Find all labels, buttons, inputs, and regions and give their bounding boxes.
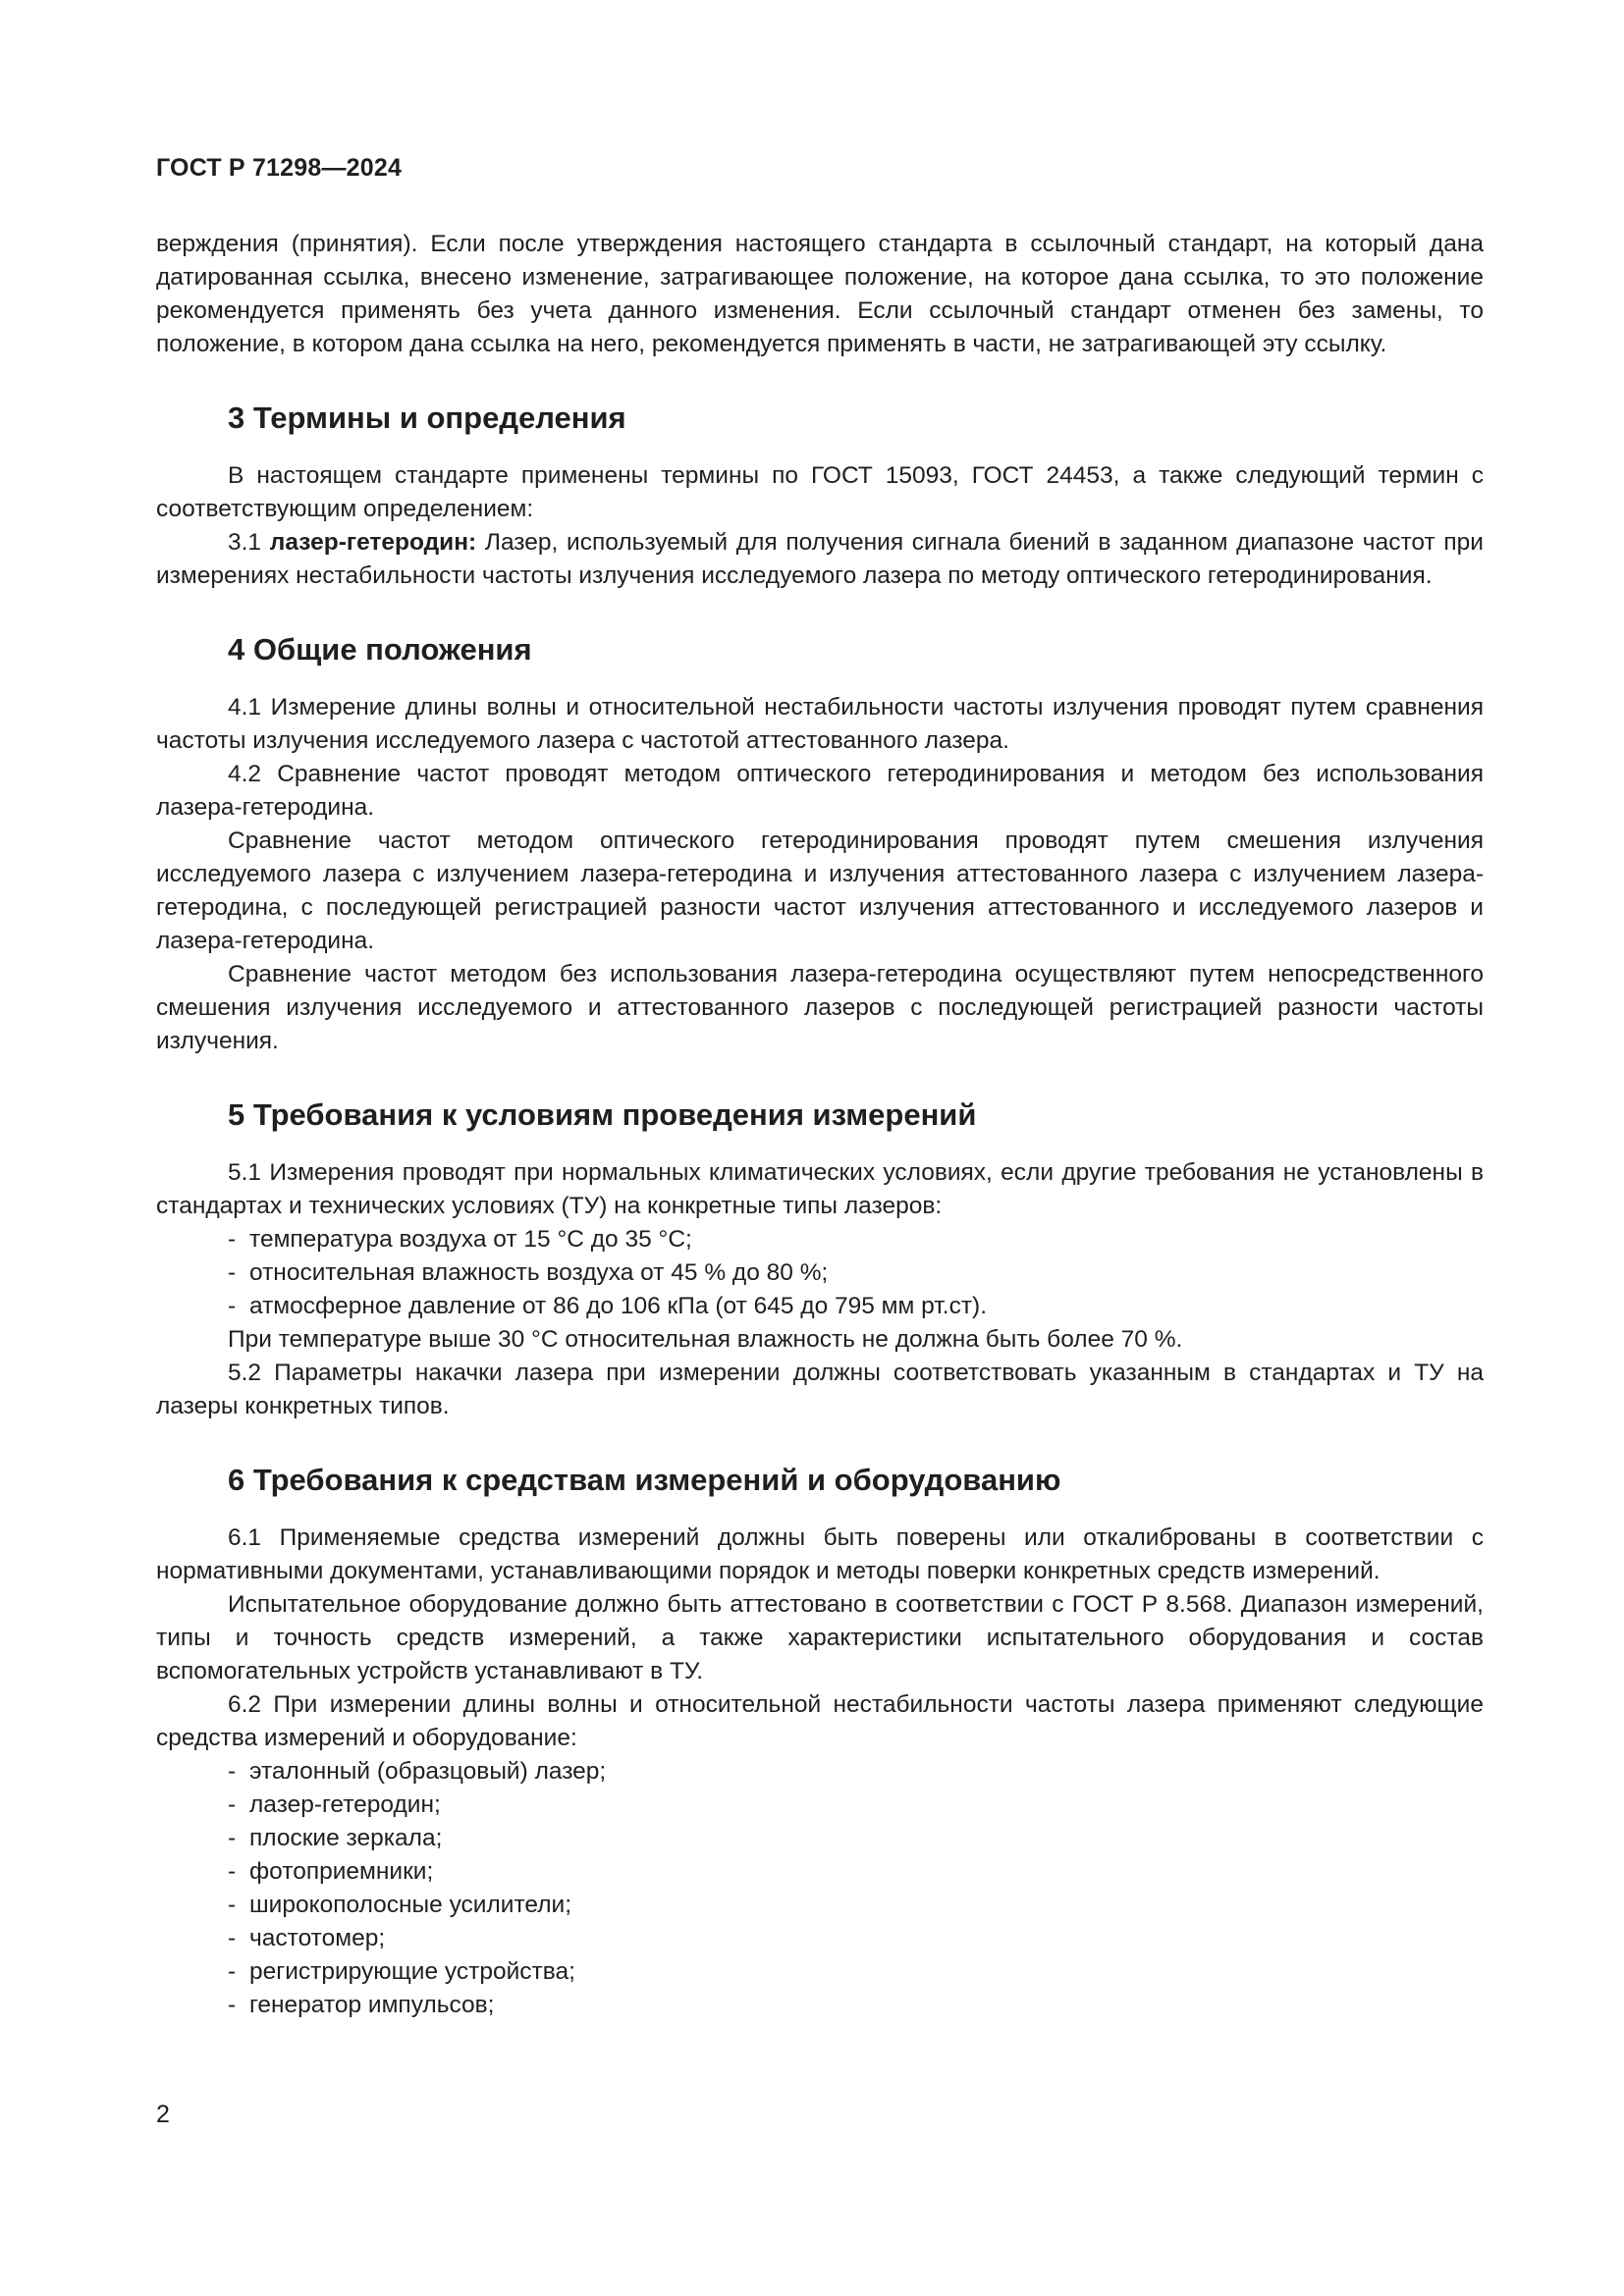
list-dash: - bbox=[228, 1226, 237, 1253]
list-dash: - bbox=[228, 1259, 237, 1286]
section-4-paragraph: Сравнение частот методом оптического гетеродинирования проводят путем смешения излучения исследуемого лазера с излучением лазера-гетеродина и излучения аттестованного лазера с излучением лазера-гетеродина, с последующей регистрацией разности частот излучения аттестованного и исследуемого лазеров и лазера-гетеродина. bbox=[156, 828, 1484, 954]
list-dash: - bbox=[228, 1791, 237, 1818]
section-5-title: 5 Требования к условиям проведения измерений bbox=[228, 1097, 977, 1132]
list-item: - температура воздуха от 15 °С до 35 °С; bbox=[156, 1223, 1484, 1256]
section-6-paragraph: 6.2 При измерении длины волны и относительной нестабильности частоты лазера применяют следующие средства измерений и оборудование: bbox=[156, 1691, 1484, 1751]
term-number: 3.1 bbox=[228, 529, 262, 556]
list-item: - относительная влажность воздуха от 45 % до 80 %; bbox=[156, 1256, 1484, 1290]
list-item: - лазер-гетеродин; bbox=[156, 1789, 1484, 1822]
list-item: - фотоприемники; bbox=[156, 1855, 1484, 1889]
section-6-paragraph: 6.1 Применяемые средства измерений должны быть поверены или откалиброваны в соответствии с нормативными документами, устанавливающими порядок и методы поверки конкретных средств измерений. bbox=[156, 1524, 1484, 1584]
document-body bbox=[156, 228, 1484, 2022]
list-item: - частотомер; bbox=[156, 1922, 1484, 1955]
intro-paragraph: верждения (принятия). Если после утверждения настоящего стандарта в ссылочный стандарт, на который дана датированная ссылка, внесено изменение, затрагивающее положение, на которое дана ссылка, то это положение рекомендуется применять без учета данного изменения. Если ссылочный стандарт отменен без замены, то положение, в котором дана ссылка на него, рекомендуется применять в части, не затрагивающей эту ссылку. bbox=[156, 231, 1484, 357]
section-3-title: 3 Термины и определения bbox=[228, 400, 626, 435]
section-4-paragraph: Сравнение частот методом без использования лазера-гетеродина осуществляют путем непосредственного смешения излучения исследуемого и аттестованного лазеров с последующей регистрацией разности частоты излучения. bbox=[156, 961, 1484, 1054]
term-text: Лазер, используемый для получения сигнала биений в заданном диапазоне частот при измерениях нестабильности частоты излучения исследуемого лазера по методу оптического гетеродинирования. bbox=[156, 529, 1484, 589]
list-item: - плоские зеркала; bbox=[156, 1822, 1484, 1855]
list-dash: - bbox=[228, 1892, 237, 1918]
list-dash: - bbox=[228, 1958, 237, 1985]
section-6-title: 6 Требования к средствам измерений и оборудованию bbox=[228, 1463, 1061, 1497]
section-5-paragraph: 5.1 Измерения проводят при нормальных климатических условиях, если другие требования не установлены в стандартах и технических условиях (ТУ) на конкретные типы лазеров: bbox=[156, 1159, 1484, 1219]
list-dash: - bbox=[228, 1825, 237, 1851]
list-dash: - bbox=[228, 1992, 237, 2018]
list-dash: - bbox=[228, 1758, 237, 1785]
page-number: 2 bbox=[156, 2101, 170, 2128]
list-item: - атмосферное давление от 86 до 106 кПа (от 645 до 795 мм рт.ст). bbox=[156, 1290, 1484, 1323]
term-definition bbox=[156, 526, 1484, 593]
list-item: - широкополосные усилители; bbox=[156, 1889, 1484, 1922]
document-header-code: ГОСТ Р 71298—2024 bbox=[156, 154, 403, 182]
section-4-title: 4 Общие положения bbox=[228, 632, 532, 667]
list-item: - генератор импульсов; bbox=[156, 1989, 1484, 2022]
section-4-paragraph: 4.2 Сравнение частот проводят методом оптического гетеродинирования и методом без использования лазера-гетеродина. bbox=[156, 761, 1484, 821]
term-name: лазер-гетеродин: bbox=[269, 529, 477, 556]
list-dash: - bbox=[228, 1858, 237, 1885]
section-6-paragraph: Испытательное оборудование должно быть аттестовано в соответствии с ГОСТ Р 8.568. Диапазон измерений, типы и точность средств измерений, а также характеристики испытательного оборудования и состав вспомогательных устройств устанавливают в ТУ. bbox=[156, 1591, 1484, 1684]
section-5-paragraph: При температуре выше 30 °С относительная влажность не должна быть более 70 %. bbox=[228, 1326, 1183, 1353]
list-dash: - bbox=[228, 1293, 237, 1319]
list-item: - эталонный (образцовый) лазер; bbox=[156, 1755, 1484, 1789]
section-5-paragraph: 5.2 Параметры накачки лазера при измерении должны соответствовать указанным в стандартах и ТУ на лазеры конкретных типов. bbox=[156, 1360, 1484, 1419]
list-dash: - bbox=[228, 1925, 237, 1951]
section-3-paragraph: В настоящем стандарте применены термины по ГОСТ 15093, ГОСТ 24453, а также следующий термин с соответствующим определением: bbox=[156, 462, 1484, 522]
section-4-paragraph: 4.1 Измерение длины волны и относительной нестабильности частоты излучения проводят путем сравнения частоты излучения исследуемого лазера с частотой аттестованного лазера. bbox=[156, 694, 1484, 754]
list-item: - регистрирующие устройства; bbox=[156, 1955, 1484, 1989]
